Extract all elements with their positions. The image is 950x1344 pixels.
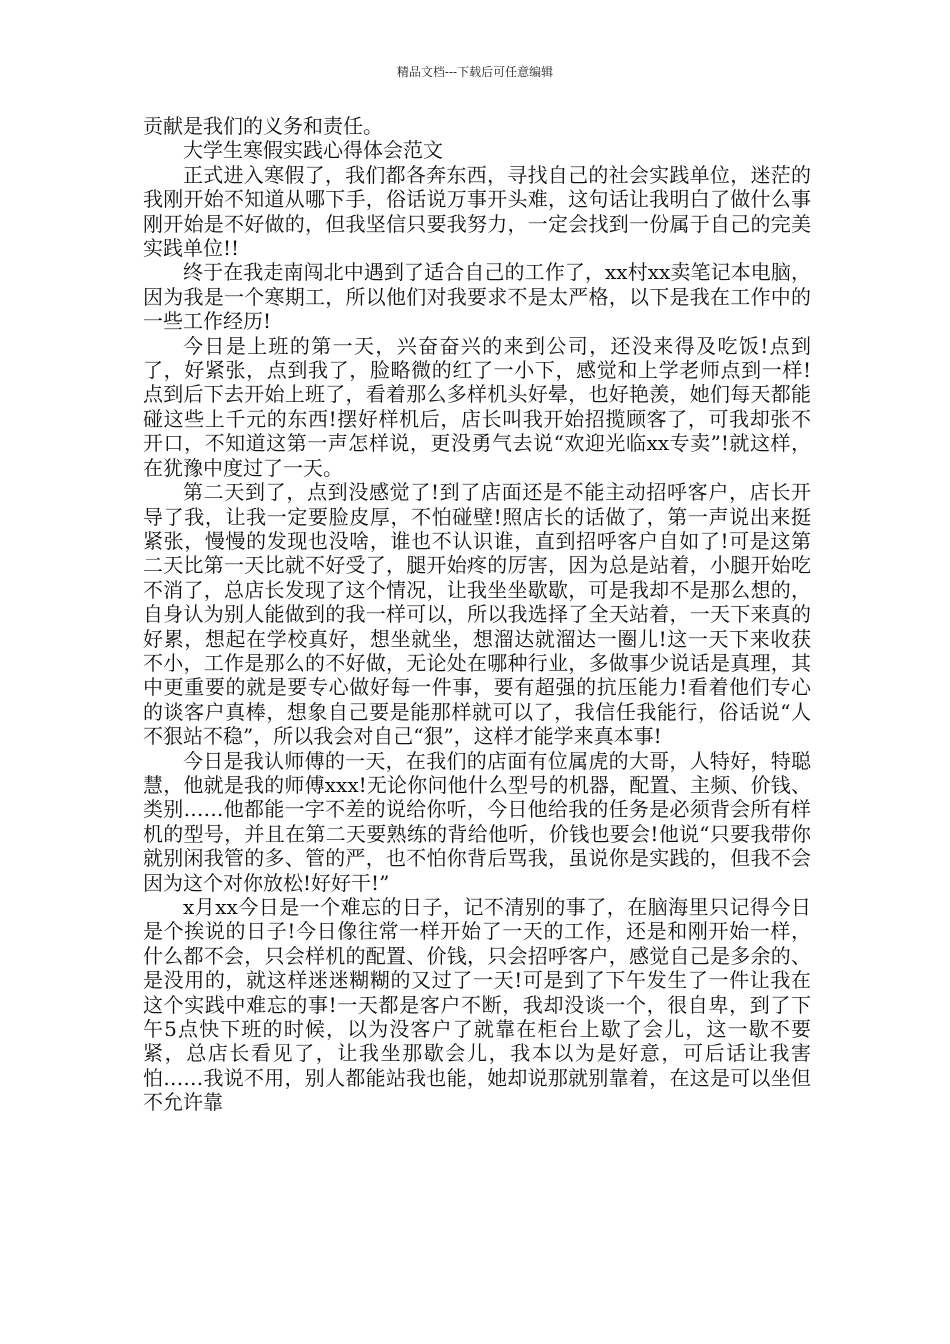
paragraph: 今日是我认师傅的一天，在我们的店面有位属虎的大哥，人特好，特聪慧，他就是我的师傅xxx!无论你问他什么型号的机器，配置、主频、价钱、类别……他都能一字不差的说给你听，今日他给我的任务是必须背会所有样机的型号，并且在第二天要熟练的背给他听，价钱也要会!他说“只要我带你就别闲我管的多、管的严，也不怕你背后骂我，虽说你是实践的，但我不会因为这个对你放松!好好干!”	[143, 748, 811, 895]
paragraph: 第二天到了，点到没感觉了!到了店面还是不能主动招呼客户，店长开导了我，让我一定要脸皮厚，不怕碰壁!照店长的话做了，第一声说出来挺紧张，慢慢的发现也没啥，谁也不认识谁，直到招呼客户自如了!可是这第二天比第一天比就不好受了，腿开始疼的厉害，因为总是站着，小腿开始吃不消了，总店长发现了这个情况，让我坐坐歇歇，可是我却不是那么想的，自身认为别人能做到的我一样可以，所以我选择了全天站着，一天下来真的好累，想起在学校真好，想坐就坐，想溜达就溜达一圈儿!这一天下来收获不小，工作是那么的不好做，无论处在哪种行业，多做事少说话是真理，其中更重要的就是要专心做好每一件事，要有超强的抗压能力!看着他们专心的谈客户真棒，想象自己要是能那样就可以了，我信任我能行，俗话说“人不狠站不稳”，所以我会对自己“狠”，这样才能学来真本事!	[143, 480, 811, 749]
paragraph: x月xx今日是一个难忘的日子，记不清别的事了，在脑海里只记得今日是个挨说的日子!今日像往常一样开始了一天的工作，还是和刚开始一样，什么都不会，只会样机的配置、价钱，只会招呼客户，感觉自己是多余的、是没用的，就这样迷迷糊糊的又过了一天!可是到了下午发生了一件让我在这个实践中难忘的事!一天都是客户不断，我却没谈一个，很自卑，到了下午5点快下班的时候，以为没客户了就靠在柜台上歇了会儿，这一歇不要紧，总店长看见了，让我坐那歇会儿，我本以为是好意，可后话让我害怕……我说不用，别人都能站我也能，她却说那就别靠着，在这是可以坐但不允许靠	[143, 895, 811, 1115]
section-title: 大学生寒假实践心得体会范文	[183, 138, 443, 163]
page-header: 精品文档---下载后可任意编辑	[396, 65, 554, 79]
paragraph: 今日是上班的第一天，兴奋奋兴的来到公司，还没来得及吃饭!点到了，好紧张，点到我了，脸略微的红了一小下，感觉和上学老师点到一样!点到后下去开始上班了，看着那么多样机头好晕，也好艳羡，她们每天都能碰这些上千元的东西!摆好样机后，店长叫我开始招揽顾客了，可我却张不开口，不知道这第一声怎样说，更没勇气去说“欢迎光临xx专卖”!就这样，在犹豫中度过了一天。	[143, 333, 811, 480]
paragraph: 正式进入寒假了，我们都各奔东西，寻找自己的社会实践单位，迷茫的我刚开始不知道从哪下手，俗话说万事开头难，这句话让我明白了做什么事刚开始是不好做的，但我坚信只要我努力，一定会找到一份属于自己的完美实践单位!!	[143, 162, 811, 261]
paragraph-continuation: 贡献是我们的义务和责任。	[143, 114, 383, 138]
document-body	[143, 114, 811, 1115]
paragraph: 终于在我走南闯北中遇到了适合自己的工作了，xx村xx卖笔记本电脑，因为我是一个寒期工，所以他们对我要求不是太严格，以下是我在工作中的一些工作经历!	[143, 260, 811, 334]
